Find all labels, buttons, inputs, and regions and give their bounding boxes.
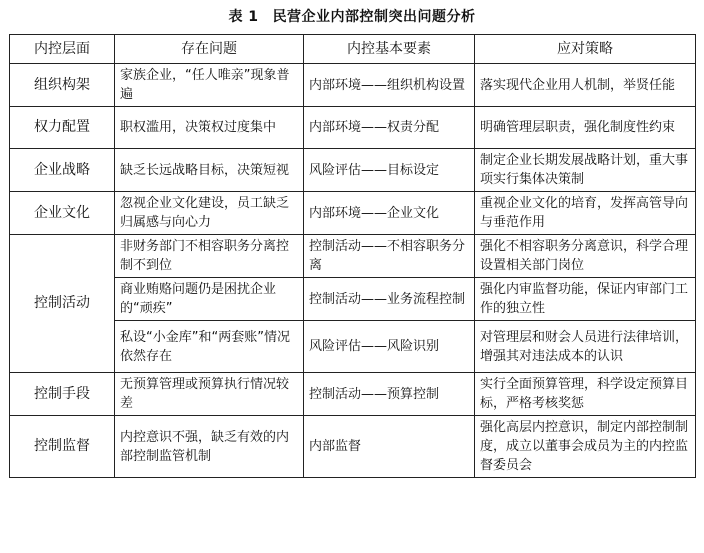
cell-problem: 非财务部门不相容职务分离控制不到位 xyxy=(115,235,304,278)
cell-strategy: 强化不相容职务分离意识，科学合理设置相关部门岗位 xyxy=(475,235,696,278)
cell-strategy: 实行全面预算管理，科学设定预算目标，严格考核奖惩 xyxy=(475,373,696,416)
table-number: 表 1 xyxy=(228,9,259,25)
cell-strategy: 强化高层内控意识，制定内部控制制度，成立以董事会成员为主的内控监督委员会 xyxy=(475,416,696,478)
cell-layer: 企业文化 xyxy=(10,192,115,235)
table-row xyxy=(10,235,696,278)
header-strategy: 应对策略 xyxy=(475,35,696,64)
table-row xyxy=(10,416,696,478)
cell-problem: 忽视企业文化建设，员工缺乏归属感与向心力 xyxy=(115,192,304,235)
cell-problem: 无预算管理或预算执行情况较差 xyxy=(115,373,304,416)
cell-strategy: 重视企业文化的培育，发挥高管导向与垂范作用 xyxy=(475,192,696,235)
cell-problem: 家族企业，“任人唯亲”现象普遍 xyxy=(115,64,304,107)
table-row xyxy=(10,149,696,192)
cell-element: 控制活动——业务流程控制 xyxy=(304,278,475,321)
cell-layer: 控制手段 xyxy=(10,373,115,416)
cell-strategy: 明确管理层职责，强化制度性约束 xyxy=(475,107,696,149)
cell-strategy: 强化内审监督功能，保证内审部门工作的独立性 xyxy=(475,278,696,321)
table-row xyxy=(10,192,696,235)
cell-element: 风险评估——风险识别 xyxy=(304,321,475,373)
cell-layer: 控制活动 xyxy=(10,235,115,373)
cell-strategy: 落实现代企业用人机制，举贤任能 xyxy=(475,64,696,107)
cell-strategy: 对管理层和财会人员进行法律培训，增强其对违法成本的认识 xyxy=(475,321,696,373)
cell-element: 控制活动——预算控制 xyxy=(304,373,475,416)
table-row xyxy=(10,64,696,107)
table-row xyxy=(10,373,696,416)
cell-element: 内部环境——组织机构设置 xyxy=(304,64,475,107)
header-problem: 存在问题 xyxy=(115,35,304,64)
cell-element: 控制活动——不相容职务分离 xyxy=(304,235,475,278)
cell-element: 内部环境——企业文化 xyxy=(304,192,475,235)
cell-problem: 商业贿赂问题仍是困扰企业的“顽疾” xyxy=(115,278,304,321)
analysis-table xyxy=(9,34,696,478)
header-row xyxy=(10,35,696,64)
header-element: 内控基本要素 xyxy=(304,35,475,64)
table-row xyxy=(10,107,696,149)
header-layer: 内控层面 xyxy=(10,35,115,64)
cell-problem: 职权滥用，决策权过度集中 xyxy=(115,107,304,149)
cell-element: 风险评估——目标设定 xyxy=(304,149,475,192)
cell-layer: 组织构架 xyxy=(10,64,115,107)
cell-problem: 缺乏长远战略目标，决策短视 xyxy=(115,149,304,192)
cell-element: 内部监督 xyxy=(304,416,475,478)
table-title: 民营企业内部控制突出问题分析 xyxy=(272,9,476,25)
cell-layer: 控制监督 xyxy=(10,416,115,478)
table-caption xyxy=(0,6,704,26)
cell-layer: 企业战略 xyxy=(10,149,115,192)
cell-element: 内部环境——权责分配 xyxy=(304,107,475,149)
cell-problem: 私设“小金库”和“两套账”情况依然存在 xyxy=(115,321,304,373)
cell-problem: 内控意识不强，缺乏有效的内部控制监管机制 xyxy=(115,416,304,478)
cell-strategy: 制定企业长期发展战略计划，重大事项实行集体决策制 xyxy=(475,149,696,192)
cell-layer: 权力配置 xyxy=(10,107,115,149)
